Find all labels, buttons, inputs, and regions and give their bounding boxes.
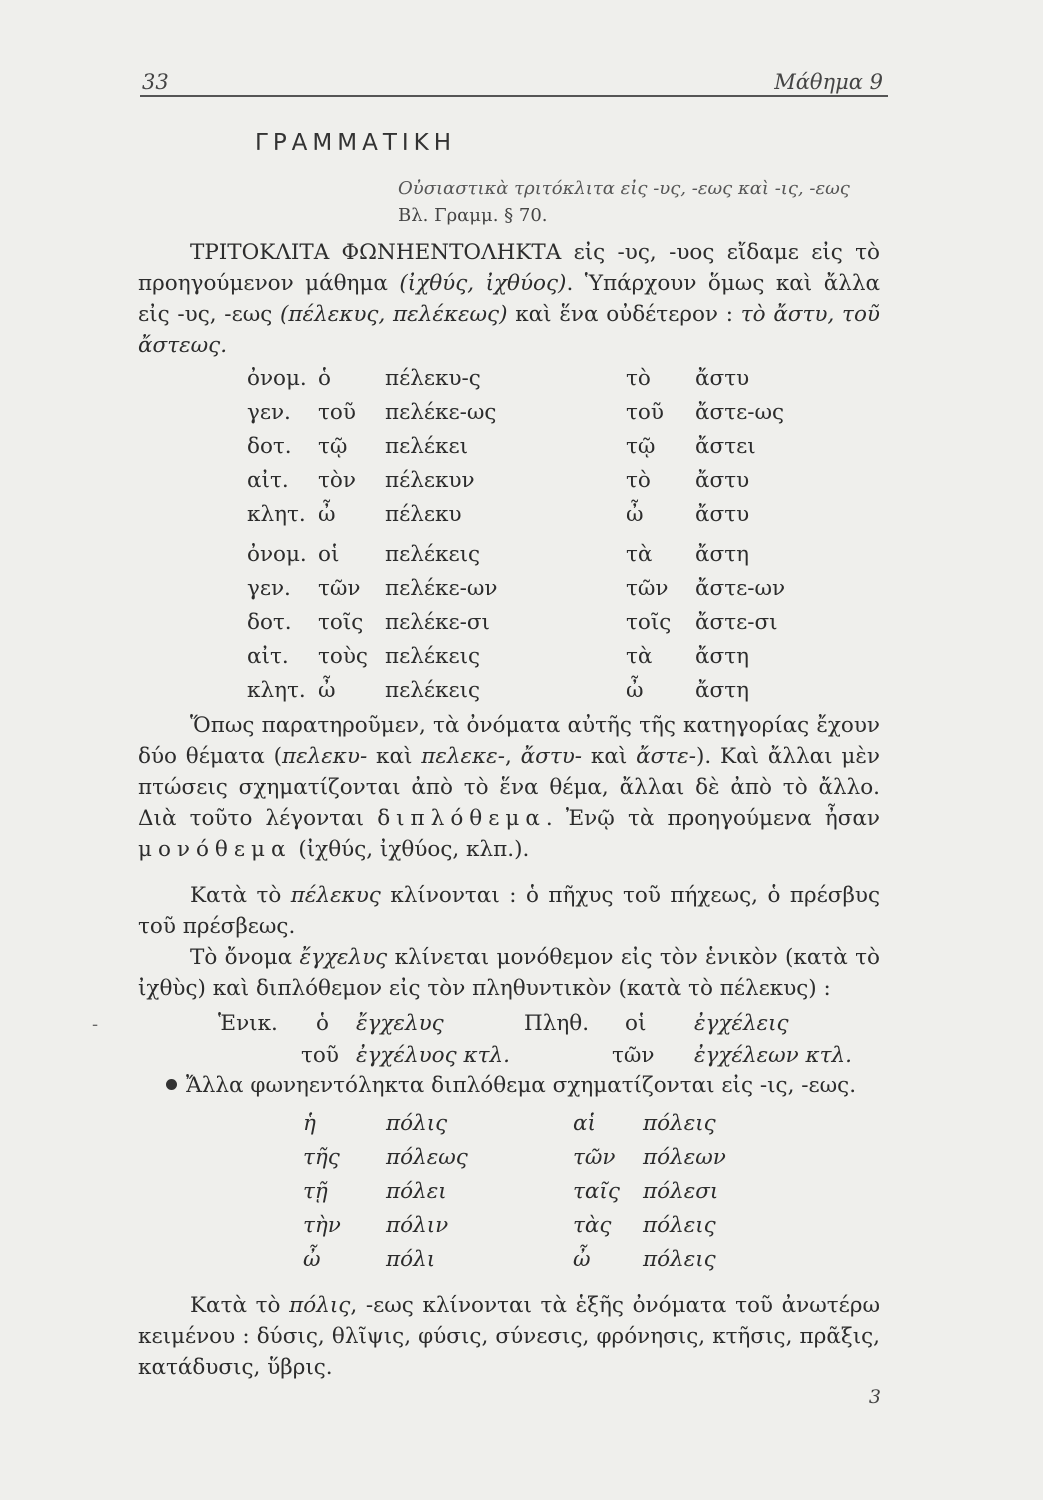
margin-mark: - [92,1014,99,1035]
case-label: γεν. [247,576,291,601]
section-subtitle: Οὐσιαστικὰ τριτόκλιτα εἰς -υς, -εως καὶ -ις, -εως [398,178,850,199]
pelekys-like-paragraph: Κατὰ τὸ πέλεκυς κλίνονται : ὁ πῆχυς τοῦ πήχεως, ὁ πρέσβυς τοῦ πρέσβεως. [138,883,880,939]
word-form: πελέκε-σι [385,610,490,635]
egchelys-paragraph: Τὸ ὄνομα ἔγχελυς κλίνεται μονόθεμον εἰς τὸν ἑνικὸν (κατὰ τὸ ἰχθὺς) καὶ διπλόθεμον εἰς τὸν πληθυντικὸν (κατὰ τὸ πέλεκυς) : [138,945,880,1001]
header-rule [140,95,888,97]
word-form: πελέκεις [385,678,481,703]
word-form: πελέκε-ων [385,576,498,601]
word-form: πόλιν [386,1213,449,1238]
word-form: πόλις [386,1111,448,1136]
case-label: δοτ. [247,610,292,635]
word-form: ἄστε-ων [695,576,786,601]
article: ὦ [318,502,336,527]
word-form: πόλεων [643,1145,726,1170]
article: τοῖς [318,610,364,635]
article: ταῖς [573,1179,620,1204]
article: τὸ [626,366,651,391]
article: τῶν [318,576,361,601]
article: ὦ [626,502,644,527]
footer-signature: 3 [868,1386,881,1408]
article: τῶν [573,1145,616,1170]
article: τὴν [303,1213,341,1238]
article: τῷ [626,434,656,459]
bullet-icon [166,1079,177,1090]
case-label: αἰτ. [247,644,289,669]
article: ὦ [303,1247,321,1272]
word-form: πέλεκυ-ς [385,366,481,391]
article: τοῖς [626,610,672,635]
article: ὦ [626,678,644,703]
page-number: 33 [142,70,169,94]
note-line: Ἄλλα φωνηεντόληκτα διπλόθεμα σχηματίζονται εἰς -ις, -εως. [186,1073,857,1098]
case-label: αἰτ. [247,468,289,493]
article: τὰς [573,1213,612,1238]
article: τῶν [626,576,669,601]
article: τῷ [318,434,348,459]
section-title: ΓΡΑΜΜΑΤΙΚΗ [255,130,457,156]
word-form: ἄστη [695,644,749,669]
word-form: ἄστυ [695,502,750,527]
article: ὦ [573,1247,591,1272]
article: τὸν [318,468,356,493]
article: τὰ [626,644,653,669]
word-form: πόλεις [643,1111,716,1136]
article: τὰ [626,542,653,567]
article: τοῦ [626,400,664,425]
word-form: πέλεκυ [385,502,462,527]
word-form: πελέκε-ως [385,400,497,425]
intro-paragraph: ΤΡΙΤΟΚΛΙΤΑ ΦΩΝΗΕΝΤΟΛΗΚΤΑ εἰς -υς, -υος εἴδαμε εἰς τὸ προηγούμενον μάθημα (ἰχθύς, ἰχθύος). Ὑπάρχουν ὅμως καὶ ἄλλα εἰς -υς, -εως (πέλεκυς, πελέκεως) καὶ ἕνα οὐδέτερον : τὸ ἄστυ, τοῦ ἄστεως. [138,240,880,358]
case-label: γεν. [247,400,291,425]
case-label: κλητ. [247,502,306,527]
word-form: πόλι [386,1247,436,1272]
article: ἡ [303,1111,316,1136]
grammar-reference: Βλ. Γραμμ. § 70. [398,205,548,226]
diplothema-paragraph: Ὅπως παρατηροῦμεν, τὰ ὀνόματα αὐτῆς τῆς κατηγορίας ἔχουν δύο θέματα (πελεκυ- καὶ πελεκε-, ἄστυ- καὶ ἄστε-). Καὶ ἄλλαι μὲν πτώσεις σχηματίζονται ἀπὸ τὸ ἕνα θέμα, ἄλλαι δὲ ἀπὸ τὸ ἄλλο. Διὰ τοῦτο λέγονται διπλόθεμα. Ἐνῷ τὰ προηγούμενα ἦσαν μονόθεμα (ἰχθύς, ἰχθύος, κλπ.). [138,713,880,862]
word-form: πόλει [386,1179,447,1204]
article: τῆς [303,1145,340,1170]
word-form: ἄστει [695,434,756,459]
word-form: ἄστυ [695,468,750,493]
polis-like-paragraph: Κατὰ τὸ πόλις, -εως κλίνονται τὰ ἑξῆς ὀνόματα τοῦ ἀνωτέρω κειμένου : δύσις, θλῖψις, φύσις, σύνεσις, φρόνησις, κτῆσις, πρᾶξις, κατάδυσις, ὕβρις. [138,1293,880,1380]
case-label: κλητ. [247,678,306,703]
word-form: πόλεως [386,1145,468,1170]
document-page: 33 Μάθημα 9 ΓΡΑΜΜΑΤΙΚΗ Οὐσιαστικὰ τριτόκλιτα εἰς -υς, -εως καὶ -ις, -εως Βλ. Γραμμ. § 70. ΤΡΙΤΟΚΛΙΤΑ ΦΩΝΗΕΝΤΟΛΗΚΤΑ εἰς -υς, -υος εἴδαμε εἰς τὸ προηγούμενον μάθημα (ἰχθύς, ἰχθύος). Ὑπάρχουν ὅμως καὶ ἄλλα εἰς -υς, -εως (πέλεκυς, πελέκεως) καὶ ἕνα οὐδέτερον : τὸ ἄστυ, τοῦ ἄστεως. ὀνομ. ὁ πέλεκυ-ς τὸ ἄστυ γεν. τοῦ πελέκε-ως τοῦ ἄστε-ως δοτ. τῷ πελέκει τῷ ἄστει αἰτ. τὸν πέλεκυν τὸ ἄστυ κλητ. ὦ πέλεκυ ὦ ἄστυ ὀνομ. οἱ πελέκεις τὰ ἄστη γεν. τῶν πελέκε-ων τῶν ἄστε-ων δοτ. τοῖς πελέκε-σι τοῖς ἄστε-σι αἰτ. τοὺς πελέκεις τὰ ἄστη κλητ. ὦ πελέκεις ὦ ἄστη Ὅπως παρατηροῦμεν, τὰ ὀνόματα αὐτῆς τῆς κατηγορίας ἔχουν δύο θέματα (πελεκυ- καὶ πελεκε-, ἄστυ- καὶ ἄστε-). Καὶ ἄλλαι μὲν πτώσεις σχηματίζονται ἀπὸ τὸ ἕνα θέμα, ἄλλαι δὲ ἀπὸ τὸ ἄλλο. Διὰ τοῦτο λέγονται διπλόθεμα. Ἐνῷ τὰ προηγούμενα ἦσαν μονόθεμα (ἰχθύς, ἰχθύος, κλπ.). Κατὰ τὸ πέλεκυς κλίνονται : ὁ πῆχυς τοῦ πήχεως, ὁ πρέσβυς τοῦ πρέσβεως. Τὸ ὄνομα ἔγχελυς κλίνεται μονόθεμον εἰς τὸν ἑνικὸν (κατὰ τὸ ἰχθὺς) καὶ διπλόθεμον εἰς τὸν πληθυντικὸν (κατὰ τὸ πέλεκυς) : - Ἑνικ. ὁ ἔγχελυς Πληθ. οἱ ἐγχέλεις τοῦ ἐγχέλυος κτλ. τῶν ἐγχέλεων κτλ. Ἄλλα φωνηεντόληκτα διπλόθεμα σχηματίζονται εἰς -ις, -εως. ἡ πόλις αἱ πόλεις τῆς πόλεως τῶν πόλεων τῇ πόλει ταῖς πόλεσι τὴν πόλιν τὰς πόλεις ὦ πόλι ὦ πόλεις Κατὰ τὸ πόλις, -εως κλίνονται τὰ ἑξῆς ὀνόματα τοῦ ἀνωτέρω κειμένου : δύσις, θλῖψις, φύσις, σύνεσις, φρόνησις, κτῆσις, πρᾶξις, κατάδυσις, ὕβρις. 3 [0,0,1043,1500]
article: τοὺς [318,644,368,669]
word-form: ἄστη [695,542,749,567]
article: τοῦ [318,400,356,425]
article: αἱ [573,1111,596,1136]
case-label: ὀνομ. [247,366,307,391]
term-diplothema: διπλόθεμα [377,806,546,831]
article: τὸ [626,468,651,493]
term-monothema: μονόθεμα [138,837,292,862]
case-label: ὀνομ. [247,542,307,567]
article: ὁ [318,366,331,391]
article: ὦ [318,678,336,703]
lesson-header: Μάθημα 9 [774,70,883,94]
article: οἱ [318,542,340,567]
word-form: πόλεις [643,1213,716,1238]
word-form: πόλεσι [643,1179,719,1204]
word-form: ἄστε-ως [695,400,785,425]
word-form: ἄστυ [695,366,750,391]
article: τῇ [303,1179,328,1204]
case-label: δοτ. [247,434,292,459]
word-form: πελέκεις [385,542,481,567]
word-form: ἄστε-σι [695,610,778,635]
word-form: πελέκεις [385,644,481,669]
word-form: πελέκει [385,434,469,459]
word-form: πέλεκυν [385,468,475,493]
word-form: πόλεις [643,1247,716,1272]
word-form: ἄστη [695,678,749,703]
